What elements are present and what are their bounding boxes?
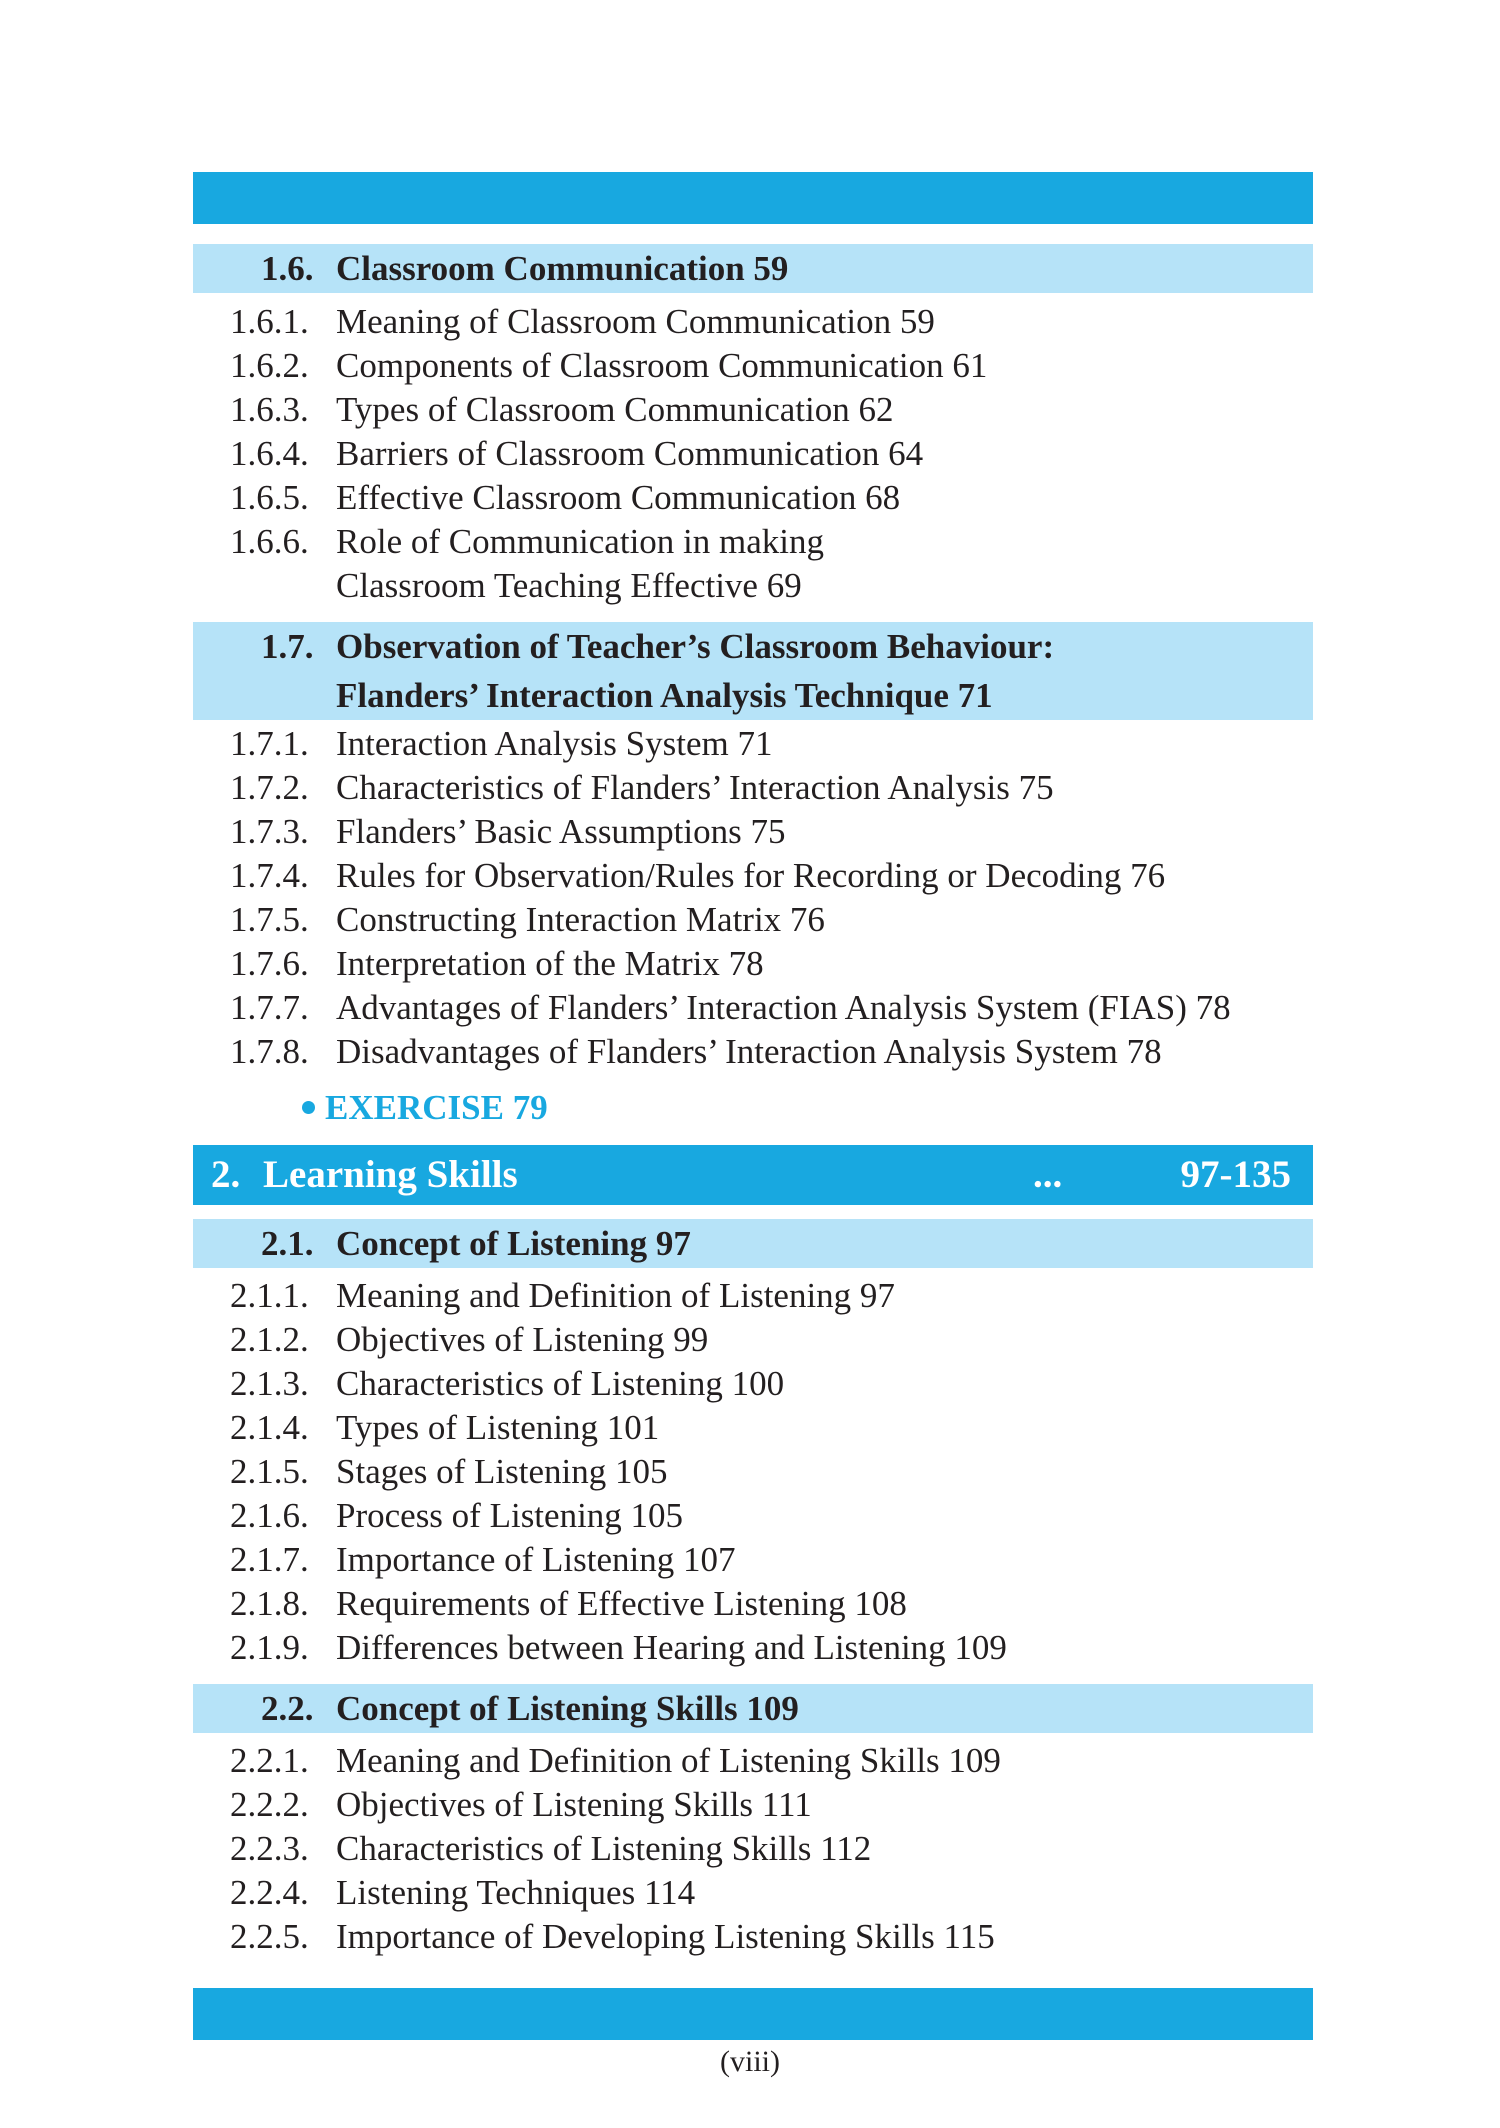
- section-title-continuation: Flanders’ Interaction Analysis Technique 71: [336, 676, 993, 715]
- exercise-label: EXERCISE 79: [325, 1088, 548, 1127]
- section-title: Concept of Listening 97: [336, 1224, 691, 1263]
- chapter-title: Learning Skills: [263, 1153, 518, 1196]
- toc-item-continuation: Classroom Teaching Effective 69: [336, 566, 802, 605]
- section-number: 2.1.: [261, 1224, 314, 1263]
- section-heading-1-6: [193, 244, 1313, 293]
- section-heading-2-1: [193, 1219, 1313, 1268]
- section-title: Classroom Communication 59: [336, 249, 789, 288]
- top-color-bar: [193, 172, 1313, 224]
- bullet-icon: [302, 1101, 315, 1114]
- section-heading-1-7: [193, 622, 1313, 720]
- chapter-leader-dots: ...: [1033, 1153, 1063, 1196]
- section-title: Concept of Listening Skills 109: [336, 1689, 799, 1728]
- chapter-heading: [193, 1145, 1313, 1205]
- section-number: 2.2.: [261, 1689, 314, 1728]
- section-number: 1.6.: [261, 249, 314, 288]
- bottom-color-bar: [193, 1988, 1313, 2040]
- section-number: 1.7.: [261, 627, 314, 666]
- chapter-number: 2.: [211, 1153, 241, 1196]
- exercise-entry: [302, 1086, 548, 1130]
- chapter-pages: 97-135: [1180, 1153, 1291, 1196]
- page-number: (viii): [720, 2045, 780, 2078]
- section-heading-2-2: [193, 1684, 1313, 1733]
- section-title: Observation of Teacher’s Classroom Behaviour:: [336, 627, 1055, 666]
